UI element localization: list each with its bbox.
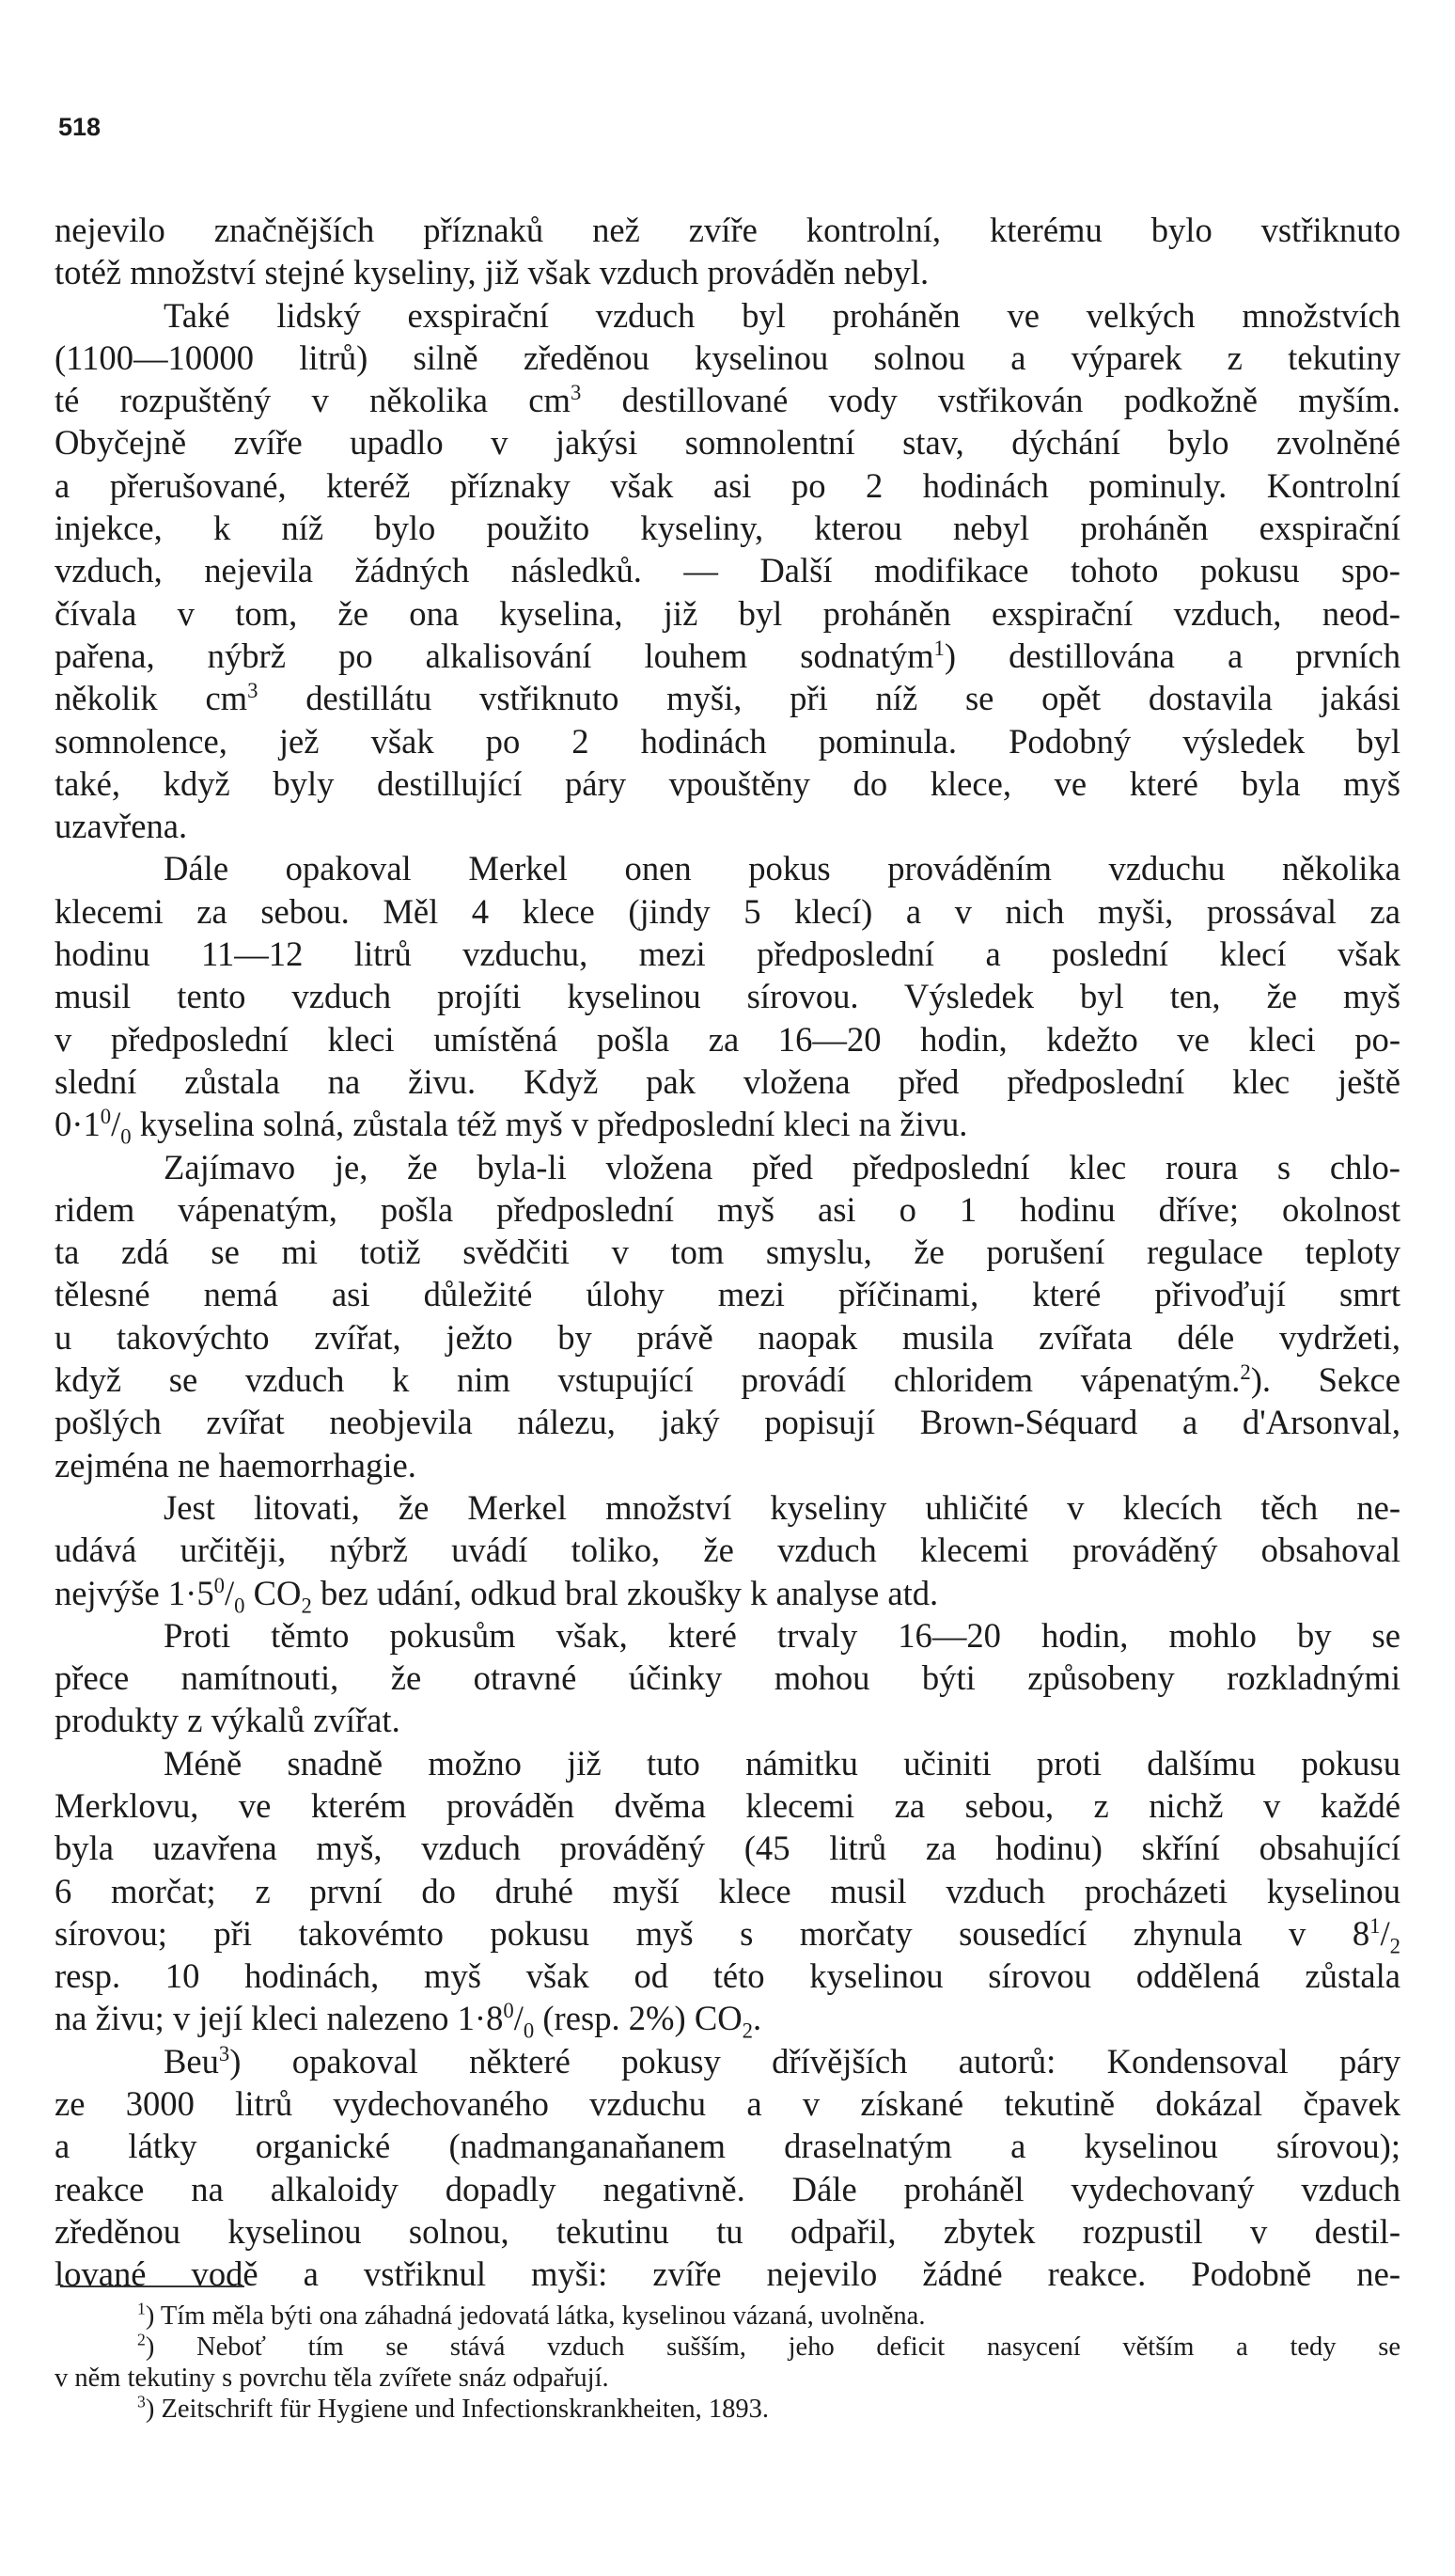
superscript: 3: [218, 2041, 230, 2066]
text-line: [55, 337, 1400, 379]
text-run: pošlých zvířat neobjevila nálezu, jaký popisují Brown-Séquard a d'Arsonval,: [55, 1403, 1400, 1442]
text-line: [55, 1273, 1400, 1315]
text-run: v něm tekutiny s povrchu těla zvířete snáz odpařují.: [55, 2364, 609, 2393]
footnote-line: [55, 2394, 1400, 2425]
text-run: Merklovu, ve kterém prováděn dvěma klecemi za sebou, z nichž v každé: [55, 1785, 1400, 1825]
text-line: [55, 2210, 1400, 2253]
text-run: ridem vápenatým, pošla předposlední myš asi o 1 hodinu dříve; okolnost: [55, 1189, 1400, 1229]
text-run: u takovýchto zvířat, ježto by právě naopak musila zvířata déle vydržeti,: [55, 1317, 1400, 1357]
text-run: .: [753, 1999, 762, 2038]
text-line: [55, 1699, 1400, 1741]
text-line: [55, 1444, 1400, 1486]
text-run: na živu; v její kleci nalezeno 1·8: [55, 1999, 504, 2038]
text-run: somnolence, jež však po 2 hodinách pominula. Podobný výsledek byl: [55, 721, 1400, 761]
text-line: [55, 1529, 1400, 1571]
text-line: [55, 379, 1400, 421]
text-run: /: [111, 1105, 121, 1144]
text-run: destillované vody vstřikován podkožně myším.: [581, 381, 1400, 420]
text-run: bez udání, odkud bral zkoušky k analyse atd.: [311, 1573, 939, 1612]
text-line: [55, 1572, 1400, 1614]
text-line: [55, 2082, 1400, 2125]
text-line: [55, 1827, 1400, 1869]
text-line: [55, 1316, 1400, 1359]
text-line: [55, 933, 1400, 975]
subscript: 0: [523, 2018, 535, 2040]
text-run: ta zdá se mi totiž svědčiti v tom smyslu, že porušení regulace teploty: [55, 1233, 1400, 1272]
subscript: 0: [234, 1593, 245, 1614]
text-line: [55, 1359, 1400, 1401]
text-run: destillátu vstřiknuto myši, při níž se opět dostavila jakási: [258, 679, 1400, 718]
text-run: zředěnou kyselinou solnou, tekutinu tu odpařil, zbytek rozpustil v destil-: [55, 2211, 1400, 2251]
footnote-divider: [60, 2285, 244, 2287]
superscript: 0: [100, 1105, 112, 1129]
subscript: 2: [742, 2018, 754, 2040]
superscript: 3: [137, 2394, 146, 2411]
text-run: ) opakoval některé pokusy dřívějších autorů: Kondensoval páry: [229, 2041, 1400, 2081]
text-run: Proti těmto pokusům však, které trvaly 16—20 hodin, mohlo by se: [164, 1615, 1400, 1655]
text-run: nejvýše 1·5: [55, 1573, 214, 1612]
text-line: [55, 1870, 1400, 1912]
text-line: [55, 975, 1400, 1017]
text-run: nejevilo značnějších příznaků než zvíře kontrolní, kterému bylo vstřiknuto: [55, 211, 1400, 249]
text-run: Také lidský exspirační vzduch byl proháněn ve velkých množstvích: [164, 295, 1400, 335]
superscript: 1: [933, 636, 945, 660]
text-run: /: [513, 1999, 524, 2038]
text-line: [55, 720, 1400, 762]
text-line: [55, 805, 1400, 847]
text-run: vzduch, nejevila žádných následků. — Další modifikace tohoto pokusu spo-: [55, 551, 1400, 590]
text-run: /: [224, 1573, 235, 1612]
superscript: 3: [570, 381, 582, 404]
text-line: [55, 1018, 1400, 1060]
text-run: sírovou; při takovémto pokusu myš s morčaty sousedící zhynula v 8: [55, 1913, 1370, 1953]
text-line: [55, 2125, 1400, 2167]
page-number: 518: [58, 113, 102, 141]
text-run: a látky organické (nadmanganaňanem draselnatým a kyselinou sírovou);: [55, 2127, 1400, 2166]
text-run: Obyčejně zvíře upadlo v jakýsi somnolentní stav, dýchání bylo zvolněné: [55, 423, 1400, 463]
text-line: [55, 464, 1400, 507]
text-line: [55, 1997, 1400, 2039]
text-line: [55, 890, 1400, 933]
subscript: 2: [301, 1593, 312, 1614]
text-line: [55, 1955, 1400, 1997]
text-run: několik cm: [55, 679, 248, 718]
text-run: ). Sekce: [1250, 1360, 1400, 1400]
text-line: [55, 1614, 1400, 1657]
text-run: pařena, nýbrž po alkalisování louhem sodnatým: [55, 636, 934, 675]
text-run: byla uzavřena myš, vzduch prováděný (45 litrů za hodinu) skříní obsahující: [55, 1829, 1400, 1868]
text-line: [55, 762, 1400, 805]
text-run: také, když byly destillující páry vpouštěny do klece, ve které byla myš: [55, 763, 1400, 803]
text-line: [55, 2253, 1400, 2295]
text-run: ) destillována a prvních: [944, 636, 1400, 675]
text-run: Jest litovati, že Merkel množství kyseliny uhličité v klecích těch ne-: [164, 1487, 1400, 1527]
text-line: [55, 2168, 1400, 2210]
text-run: musil tento vzduch projíti kyselinou sírovou. Výsledek byl ten, že myš: [55, 977, 1400, 1016]
footnote-line: [55, 2332, 1400, 2363]
text-run: ) Zeitschrift für Hygiene und Infectionskrankheiten, 1893.: [145, 2395, 770, 2424]
text-line: [55, 1401, 1400, 1443]
text-run: /: [1380, 1913, 1390, 1953]
text-run: zejména ne haemorrhagie.: [55, 1445, 416, 1484]
text-run: přece namítnouti, že otravné účinky mohou býti způsobeny rozkladnými: [55, 1658, 1400, 1698]
text-run: ) Neboť tím se stává vzduch sušším, jeho deficit nasycení větším a tedy se: [145, 2333, 1400, 2362]
text-run: CO: [244, 1573, 302, 1612]
superscript: 2: [1240, 1359, 1251, 1384]
text-run: injekce, k níž bylo použito kyseliny, kterou nebyl proháněn exspirační: [55, 509, 1400, 548]
text-line: [55, 1103, 1400, 1145]
text-line: [55, 847, 1400, 889]
text-line: [55, 592, 1400, 635]
text-line: [55, 251, 1400, 293]
text-line: [55, 1784, 1400, 1827]
superscript: 0: [213, 1573, 225, 1597]
text-run: té rozpuštěný v několika cm: [55, 381, 571, 420]
text-run: lované vodě a vstřiknul myši: zvíře nejevilo žádné reakce. Podobně ne-: [55, 2254, 1400, 2294]
text-line: [55, 549, 1400, 591]
text-run: udává určitěji, nýbrž uvádí toliko, že vzduch klecemi prováděný obsahoval: [55, 1531, 1400, 1570]
subscript: 2: [1389, 1934, 1400, 1956]
text-line: [55, 1188, 1400, 1231]
text-run: klecemi za sebou. Měl 4 klece (jindy 5 klecí) a v nich myši, prossával za: [55, 891, 1400, 931]
text-run: 6 morčat; z první do druhé myší klece musil vzduch procházeti kyselinou: [55, 1871, 1400, 1910]
text-line: [55, 635, 1400, 677]
text-run: Dále opakoval Merkel onen pokus prováděním vzduchu několika: [164, 849, 1400, 888]
text-line: [55, 209, 1400, 251]
text-line: [55, 1912, 1400, 1955]
text-run: Méně snadně možno již tuto námitku učiniti proti dalšímu pokusu: [164, 1743, 1400, 1783]
superscript: 3: [247, 679, 258, 703]
text-run: totéž množství stejné kyseliny, již však vzduch prováděn nebyl.: [55, 253, 930, 292]
text-run: 0·1: [55, 1105, 101, 1144]
text-line: [55, 1231, 1400, 1273]
text-run: v předposlední kleci umístěná pošla za 16—20 hodin, kdežto ve kleci po-: [55, 1019, 1400, 1059]
text-line: [55, 2040, 1400, 2082]
footnote-line: [55, 2363, 1400, 2394]
text-run: (resp. 2%) CO: [534, 1999, 743, 2038]
text-run: uzavřena.: [55, 807, 188, 846]
text-run: čívala v tom, že ona kyselina, již byl proháněn exspirační vzduch, neod-: [55, 593, 1400, 633]
text-run: kyselina solná, zůstala též myš v předposlední kleci na živu.: [131, 1105, 968, 1144]
text-line: [55, 507, 1400, 549]
superscript: 1: [1369, 1913, 1381, 1938]
text-run: reakce na alkaloidy dopadly negativně. Dále proháněl vydechovaný vzduch: [55, 2169, 1400, 2208]
text-run: ze 3000 litrů vydechovaného vzduchu a v získané tekutině dokázal čpavek: [55, 2084, 1400, 2124]
footnote-line: [55, 2301, 1400, 2332]
text-line: [55, 421, 1400, 463]
text-run: (1100—10000 litrů) silně zředěnou kyselinou solnou a výparek z tekutiny: [55, 338, 1400, 377]
text-run: Beu: [164, 2041, 219, 2081]
text-line: [55, 1146, 1400, 1188]
text-run: tělesné nemá asi důležité úlohy mezi příčinami, které přivoďují smrt: [55, 1275, 1400, 1314]
text-run: resp. 10 hodinách, myš však od této kyselinou sírovou oddělená zůstala: [55, 1956, 1400, 1996]
superscript: 1: [137, 2301, 146, 2318]
text-line: [55, 1657, 1400, 1699]
text-run: když se vzduch k nim vstupující provádí chloridem vápenatým.: [55, 1360, 1241, 1400]
text-line: [55, 677, 1400, 719]
text-run: Zajímavo je, že byla-li vložena před předposlední klec roura s chlo-: [164, 1147, 1400, 1186]
text-line: [55, 1486, 1400, 1529]
footnotes: [55, 2301, 1400, 2425]
superscript: 0: [503, 1999, 514, 2023]
text-line: [55, 294, 1400, 337]
text-line: [55, 1742, 1400, 1784]
text-run: ) Tím měla býti ona záhadná jedovatá látka, kyselinou vázaná, uvolněna.: [145, 2301, 926, 2331]
subscript: 0: [120, 1124, 132, 1146]
text-run: slední zůstala na živu. Když pak vložena před předposlední klec ještě: [55, 1061, 1400, 1101]
text-run: hodinu 11—12 litrů vzduchu, mezi předposlední a poslední klecí však: [55, 935, 1400, 974]
body-text: [55, 209, 1400, 2296]
text-run: a přerušované, kteréž příznaky však asi po 2 hodinách pominuly. Kontrolní: [55, 465, 1400, 505]
text-line: [55, 1060, 1400, 1103]
superscript: 2: [137, 2332, 146, 2349]
text-run: produkty z výkalů zvířat.: [55, 1701, 400, 1740]
